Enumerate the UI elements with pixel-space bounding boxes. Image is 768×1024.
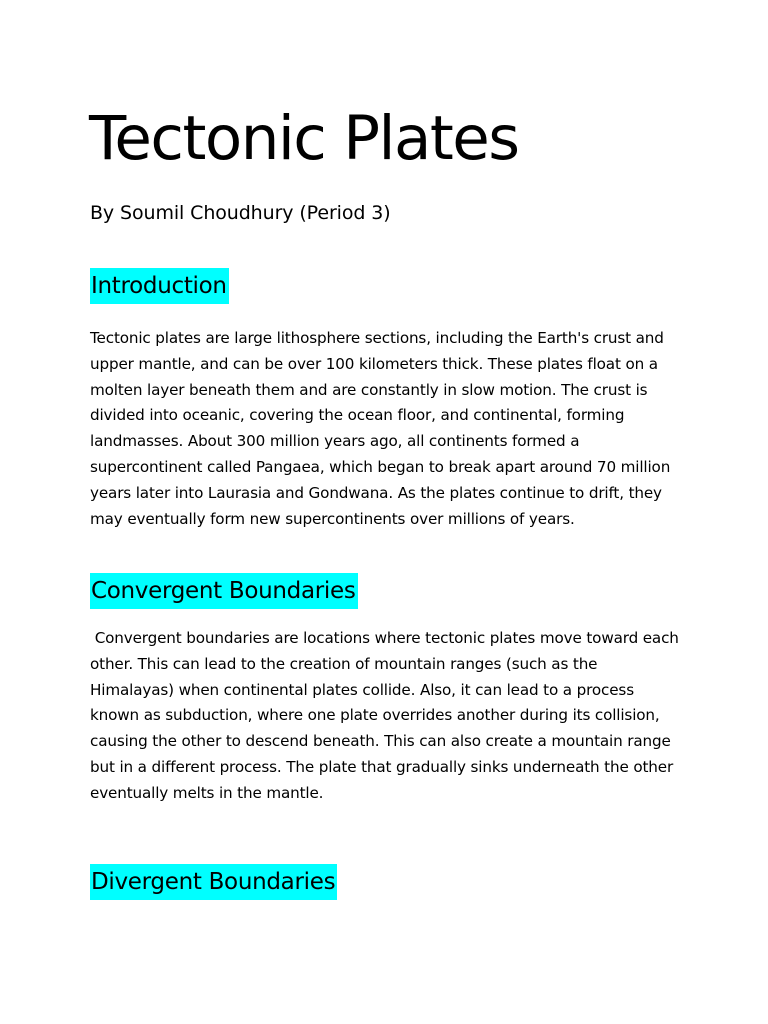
section-body-introduction: Tectonic plates are large lithosphere sections, including the Earth's crust and upper mantle, and can be over 100 kilometers thick. These plates float on a molten layer beneath them and are constantly in slow motion. The crust is divided into oceanic, covering the ocean floor, and continental, forming landmasses. About 300 million years ago, all continents formed a supercontinent called Pangaea, which began to break apart around 70 million years later into Laurasia and Gondwana. As the plates continue to drift, they may eventually form new supercontinents over millions of years. (90, 329, 671, 528)
section-body-convergent-boundaries: Convergent boundaries are locations where tectonic plates move toward each other. This can lead to the creation of mountain ranges (such as the Himalayas) when continental plates collide. Also, it can lead to a process known as subduction, where one plate overrides another during its collision, causing the other to descend beneath. This can also create a mountain range but in a different process. The plate that gradually sinks underneath the other eventually melts in the mantle. (90, 629, 684, 802)
section-heading-introduction (90, 268, 229, 304)
document-title: Tectonic Plates (89, 103, 519, 174)
heading-highlight: Convergent Boundaries (90, 573, 358, 609)
author-byline: By Soumil Choudhury (Period 3) (90, 202, 391, 224)
heading-highlight: Divergent Boundaries (90, 864, 337, 900)
section-heading-convergent-boundaries (90, 573, 358, 609)
heading-highlight: Introduction (90, 268, 229, 304)
section-heading-divergent-boundaries (90, 864, 337, 900)
